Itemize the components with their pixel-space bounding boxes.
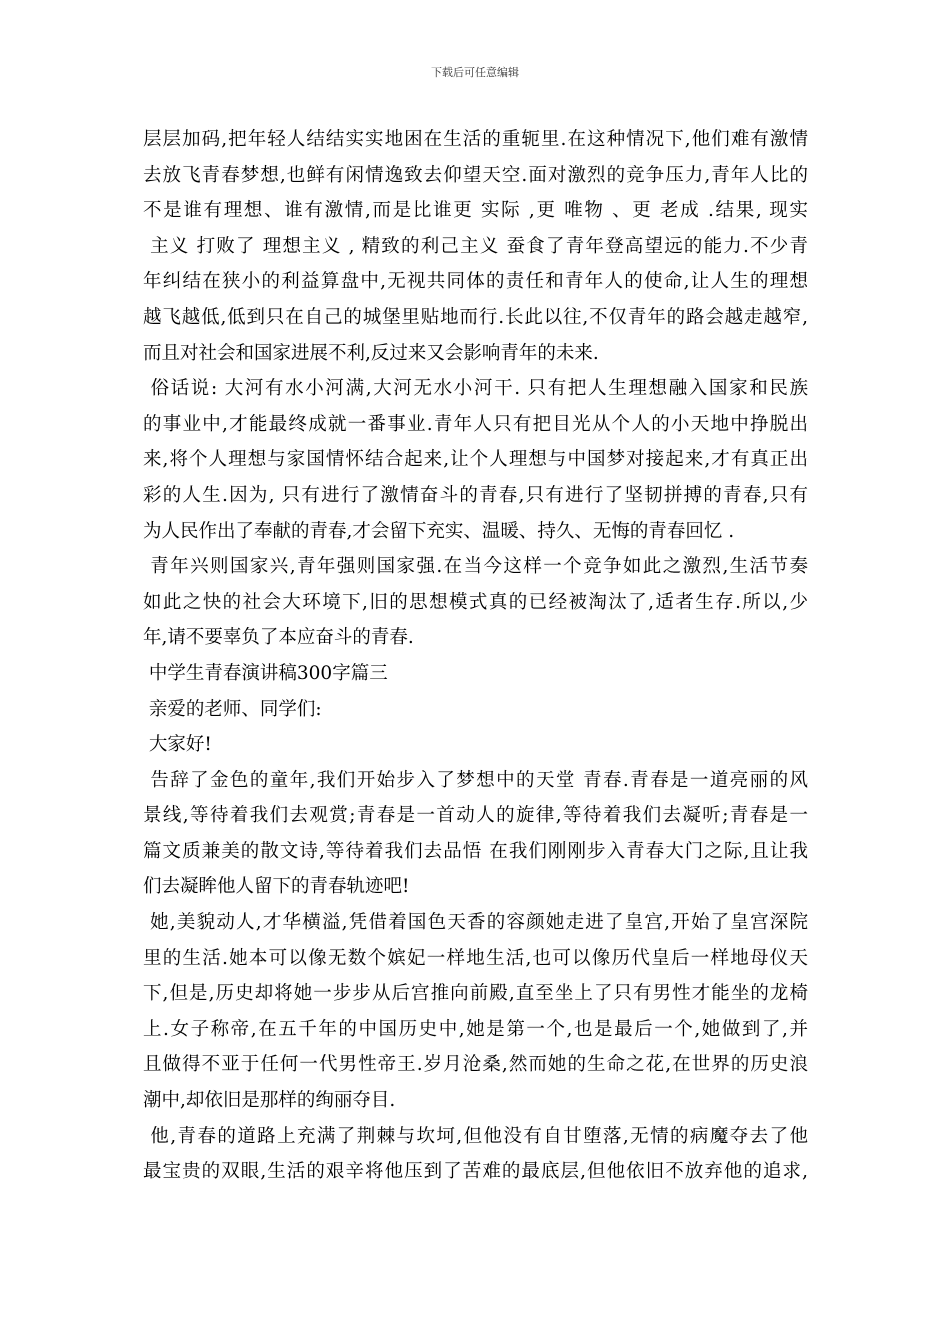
- text-line: 年,请不要辜负了本应奋斗的青春.: [143, 627, 414, 649]
- text-line: 潮中,却依旧是那样的绚丽夺目.: [143, 1090, 396, 1112]
- text-line: 中学生青春演讲稿300字篇三: [143, 662, 388, 684]
- text-line: 且做得不亚于任何一代男性帝王.岁月沧桑,然而她的生命之花,在世界的历史浪: [143, 1054, 808, 1076]
- text-line: 他,青春的道路上充满了荆棘与坎坷,但他没有自甘堕落,无情的病魔夺去了他: [143, 1125, 808, 1147]
- text-line: 为人民作出了奉献的青春,才会留下充实、温暖、持久、无悔的青春回忆 .: [143, 520, 735, 542]
- text-line: 最宝贵的双眼,生活的艰辛将他压到了苦难的最底层,但他依旧不放弃他的追求,: [143, 1161, 808, 1183]
- text-line: 年纠结在狭小的利益算盘中,无视共同体的责任和青年人的使命,让人生的理想: [143, 271, 808, 293]
- text-line: 大家好!: [143, 734, 212, 756]
- text-line: 彩的人生.因为, 只有进行了激情奋斗的青春,只有进行了坚韧拼搏的青春,只有: [143, 484, 808, 506]
- text-line: 们去凝眸他人留下的青春轨迹吧!: [143, 876, 410, 898]
- text-line: 来,将个人理想与家国情怀结合起来,让个人理想与中国梦对接起来,才有真正出: [143, 449, 808, 471]
- text-line: 她,美貌动人,才华横溢,凭借着国色天香的容颜她走进了皇宫,开始了皇宫深院: [143, 912, 808, 934]
- text-line: 亲爱的老师、同学们:: [143, 698, 322, 720]
- text-line: 而且对社会和国家进展不利,反过来又会影响青年的未来.: [143, 342, 599, 364]
- text-line: 的事业中,才能最终成就一番事业.青年人只有把目光从个人的小天地中挣脱出: [143, 413, 808, 435]
- text-line: 层层加码,把年轻人结结实实地困在生活的重轭里.在这种情况下,他们难有激情: [143, 129, 808, 150]
- text-line: 景线,等待着我们去观赏;青春是一首动人的旋律,等待着我们去凝听;青春是一: [143, 805, 808, 827]
- text-line: 下,但是,历史却将她一步步从后宫推向前殿,直至坐上了只有男性才能坐的龙椅: [143, 983, 808, 1005]
- text-line: 篇文质兼美的散文诗,等待着我们去品悟 在我们刚刚步入青春大门之际,且让我: [143, 840, 808, 862]
- text-line: 如此之快的社会大环境下,旧的思想模式真的已经被淘汰了,适者生存.所以,少: [143, 591, 808, 613]
- text-line: 越飞越低,低到只在自己的城堡里贴地而行.长此以往,不仅青年的路会越走越窄,: [143, 306, 808, 328]
- text-line: 告辞了金色的童年,我们开始步入了梦想中的天堂 青春.青春是一道亮丽的风: [143, 769, 808, 791]
- page-header-note: 下载后可任意编辑: [431, 66, 519, 79]
- text-line: 俗话说: 大河有水小河满,大河无水小河干. 只有把人生理想融入国家和民族: [143, 378, 808, 400]
- document-body: [143, 122, 808, 1190]
- text-line: 去放飞青春梦想,也鲜有闲情逸致去仰望天空.面对激烈的竞争压力,青年人比的: [143, 164, 808, 186]
- text-line: 上.女子称帝,在五千年的中国历史中,她是第一个,也是最后一个,她做到了,并: [143, 1018, 808, 1040]
- text-line: 里的生活.她本可以像无数个嫔妃一样地生活,也可以像历代皇后一样地母仪天: [143, 947, 808, 969]
- text-line: 主义 打败了 理想主义 , 精致的利己主义 蚕食了青年登高望远的能力.不少青: [143, 235, 808, 257]
- text-line: 不是谁有理想、谁有激情,而是比谁更 实际 ,更 唯物 、更 老成 .结果, 现实: [143, 200, 808, 222]
- text-line: 青年兴则国家兴,青年强则国家强.在当今这样一个竞争如此之激烈,生活节奏: [143, 556, 808, 578]
